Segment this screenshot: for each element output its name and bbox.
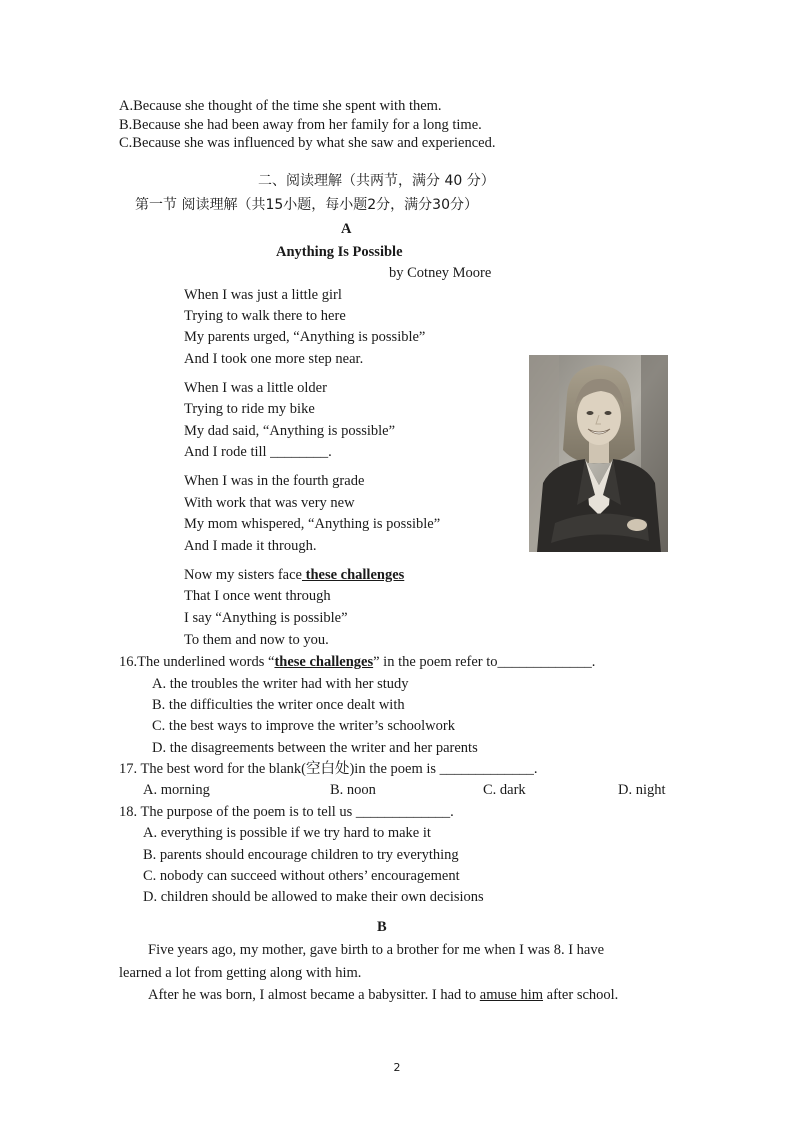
- poem-line: With work that was very new: [184, 495, 355, 511]
- q16-option-a: A. the troubles the writer had with her study: [152, 676, 409, 692]
- poem-line: Trying to ride my bike: [184, 401, 315, 417]
- q17-option-b: B. noon: [330, 782, 376, 798]
- passage-b-letter: B: [377, 919, 387, 935]
- paragraph-2-suffix: after school.: [543, 987, 619, 1003]
- poem-line: When I was just a little girl: [184, 287, 342, 303]
- subsection-heading: 第一节 阅读理解（共15小题，每小题2分，满分30分）: [135, 197, 478, 213]
- poem-line: I say “Anything is possible”: [184, 610, 348, 626]
- q16-option-d: D. the disagreements between the writer and her parents: [152, 740, 478, 756]
- q17-option-a: A. morning: [143, 782, 210, 798]
- paragraph-2-prefix: After he was born, I almost became a babysitter. I had to: [148, 987, 480, 1003]
- poem-title: Anything Is Possible: [276, 244, 403, 260]
- poem-line: When I was a little older: [184, 380, 327, 396]
- underlined-phrase: these challenges: [301, 567, 405, 583]
- prev-option-b: B.Because she had been away from her family for a long time.: [119, 117, 482, 133]
- passage-b-paragraph-2: [148, 986, 618, 1004]
- poem-line-with-blank: And I rode till ________.: [184, 444, 332, 460]
- poem-line: And I took one more step near.: [184, 351, 364, 367]
- q17-option-c: C. dark: [483, 782, 526, 798]
- section-heading: 二、阅读理解（共两节，满分 40 分）: [258, 173, 495, 189]
- woman-photo: [529, 355, 668, 552]
- poem-line: And I made it through.: [184, 538, 317, 554]
- q16-option-b: B. the difficulties the writer once dealt with: [152, 697, 405, 713]
- underlined-phrase-amuse: amuse him: [479, 987, 544, 1003]
- q18-option-b: B. parents should encourage children to try everything: [143, 847, 459, 863]
- poem-line: My parents urged, “Anything is possible”: [184, 329, 426, 345]
- poem-line: To them and now to you.: [184, 632, 329, 648]
- prev-option-c: C.Because she was influenced by what she saw and experienced.: [119, 135, 496, 151]
- q16-stem-suffix: ” in the poem refer to_____________.: [373, 654, 596, 670]
- page-number: 2: [393, 1061, 401, 1074]
- q18-option-a: A. everything is possible if we try hard to make it: [143, 825, 431, 841]
- q17-option-d: D. night: [618, 782, 666, 798]
- poem-line: That I once went through: [184, 588, 331, 604]
- poem-author: by Cotney Moore: [389, 265, 492, 281]
- q16-option-c: C. the best ways to improve the writer’s schoolwork: [152, 718, 455, 734]
- question-16-stem: [119, 653, 595, 671]
- poem-line: Trying to walk there to here: [184, 308, 346, 324]
- question-18-stem: 18. The purpose of the poem is to tell us _____________.: [119, 804, 454, 820]
- poem-line: My dad said, “Anything is possible”: [184, 423, 396, 439]
- question-17-stem: 17. The best word for the blank(空白处)in the poem is _____________.: [119, 761, 538, 777]
- q18-option-d: D. children should be allowed to make their own decisions: [143, 889, 484, 905]
- poem-line-with-underline: [184, 566, 404, 584]
- q18-option-c: C. nobody can succeed without others’ encouragement: [143, 868, 460, 884]
- poem-line: When I was in the fourth grade: [184, 473, 365, 489]
- poem-line: My mom whispered, “Anything is possible”: [184, 516, 441, 532]
- passage-b-paragraph-1-line-1: Five years ago, my mother, gave birth to a brother for me when I was 8. I have: [148, 942, 605, 958]
- passage-a-letter: A: [341, 221, 352, 237]
- passage-b-paragraph-1-line-2: learned a lot from getting along with him.: [119, 965, 362, 981]
- poem-line-prefix: Now my sisters face: [184, 567, 302, 583]
- q16-stem-prefix: 16.The underlined words “: [119, 654, 275, 670]
- q16-underlined-phrase: these challenges: [274, 654, 374, 670]
- prev-option-a: A.Because she thought of the time she spent with them.: [119, 98, 442, 114]
